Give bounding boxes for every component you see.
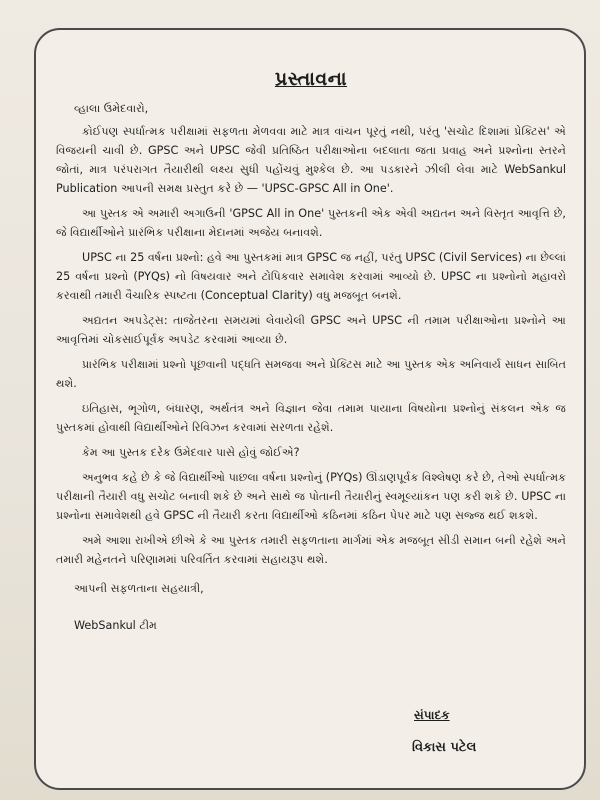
preface-content	[56, 70, 566, 655]
paragraph-7-heading: કેમ આ પુસ્તક દરેક ઉમેદવાર પાસે હોવું જોઈએ?	[82, 446, 300, 459]
paragraph-3: UPSC ના 25 વર્ષના પ્રશ્નો: હવે આ પુસ્તકમાં માત્ર GPSC જ નહીં, પરંતુ UPSC (Civil Services) ના છેલ્લાં 25 વર્ષના પ્રશ્નો (PYQs) નો વિષયવાર અને ટોપિકવાર સમાવેશ કરવામાં આવ્યો છે. UPSC ના પ્રશ્નોનો મહાવરો કરવાથી તમારી વૈચારિક સ્પષ્ટતા (Conceptual Clarity) વધુ મજબૂત બનશે.	[56, 251, 566, 302]
paragraph-5: પ્રારંભિક પરીક્ષામાં પ્રશ્નો પૂછવાની પદ્ધતિ સમજવા અને પ્રેક્ટિસ માટે આ પુસ્તક એક અનિવાર્ય સાધન સાબિત થશે.	[56, 358, 566, 390]
editor-name: વિકાસ પટેલ	[412, 740, 477, 755]
closing-line: આપની સફળતાના સહયાત્રી,	[74, 582, 204, 595]
paragraph-4: અદ્યતન અપડેટ્સ: તાજેતરના સમયમાં લેવાયેલી GPSC અને UPSC ની તમામ પરીક્ષાઓના પ્રશ્નોને આ આવૃત્તિમાં ચોકસાઈપૂર્વક અપડેટ કરવામાં આવ્યા છે.	[56, 314, 566, 346]
paragraph-6: ઇતિહાસ, ભૂગોળ, બંધારણ, અર્થતંત્ર અને વિજ્ઞાન જેવા તમામ પાયાના વિષયોના પ્રશ્નોનું સંકલન એક જ પુસ્તકમાં હોવાથી વિદ્યાર્થીઓને રિવિઝન કરવામાં સરળતા રહેશે.	[56, 402, 566, 434]
paragraph-1: કોઈપણ સ્પર્ધાત્મક પરીક્ષામાં સફળતા મેળવવા માટે માત્ર વાંચન પૂરતું નથી, પરંતુ 'સચોટ દિશામાં પ્રેક્ટિસ' એ વિજયની ચાવી છે. GPSC અને UPSC જેવી પ્રતિષ્ઠિત પરીક્ષાઓના બદલાતા જતા પ્રવાહ અને પ્રશ્નોના સ્તરને જોતાં, માત્ર પરંપરાગત તૈયારીથી લક્ષ્ય સુધી પહોંચવું મુશ્કેલ છે. આ પડકારને ઝીલી લેવા માટે WebSankul Publication આપની સમક્ષ પ્રસ્તુત કરે છે — 'UPSC-GPSC All in One'.	[56, 125, 566, 195]
page-title: પ્રસ્તાવના	[274, 68, 348, 90]
greeting: વ્હાલા ઉમેદવારો,	[74, 102, 149, 115]
editor-label: સંપાદક	[414, 708, 450, 722]
paragraph-2: આ પુસ્તક એ અમારી અગાઉની 'GPSC All in One' પુસ્તકની એક એવી અદ્યતન અને વિસ્તૃત આવૃત્તિ છે, જે વિદ્યાર્થીઓને પ્રારંભિક પરીક્ષાના મેદાનમાં અજેય બનાવશે.	[56, 207, 566, 239]
paragraph-8: અનુભવ કહે છે કે જે વિદ્યાર્થીઓ પાછલા વર્ષના પ્રશ્નોનું (PYQs) ઊંડાણપૂર્વક વિશ્લેષણ કરે છે, તેઓ સ્પર્ધાત્મક પરીક્ષાની તૈયારી વધુ સચોટ બનાવી શકે છે અને સાથે જ પોતાની તૈયારીનું સ્વમૂલ્યાંકન પણ કરી શકે છે. UPSC ના પ્રશ્નોના સમાવેશથી હવે GPSC ની તૈયારી કરતા વિદ્યાર્થીઓ કઠિનમાં કઠિન પેપર માટે પણ સજ્જ થઈ શકશે.	[56, 471, 566, 522]
paragraph-9: અમે આશા રાખીએ છીએ કે આ પુસ્તક તમારી સફળતાના માર્ગમાં એક મજબૂત સીડી સમાન બની રહેશે અને તમારી મહેનતને પરિણામમાં પરિવર્તિત કરવામાં સહાયરૂપ થશે.	[56, 534, 566, 566]
team-line: WebSankul ટીમ	[74, 619, 157, 632]
